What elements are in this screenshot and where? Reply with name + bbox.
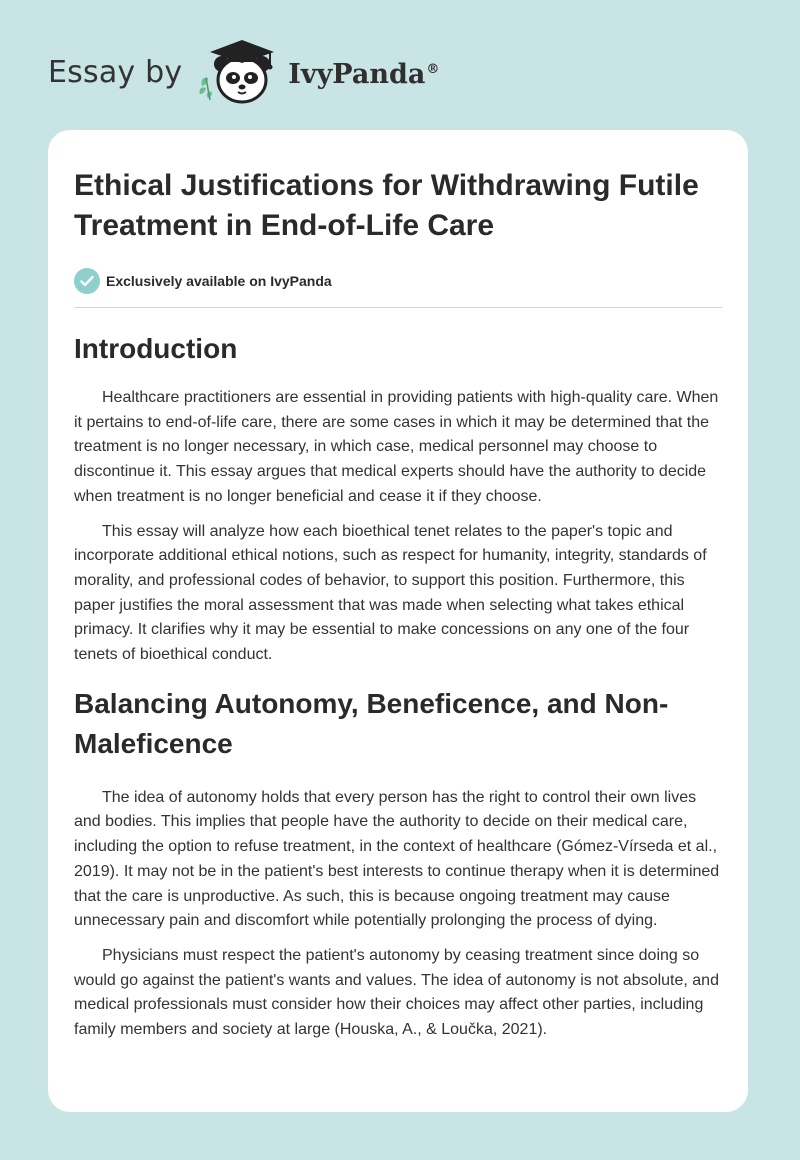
checkmark-icon	[74, 268, 100, 294]
brand-name[interactable]	[288, 59, 439, 90]
essay-by-label: Essay by	[48, 54, 183, 90]
badge-label: Exclusively available on IvyPanda	[106, 273, 332, 289]
registered-mark: ®	[426, 61, 440, 77]
paragraph: Physicians must respect the patient's autonomy by ceasing treatment since doing so would go against the patient's wants and values. The idea of autonomy is not absolute, and medical professionals must consider how their choices may affect other parties, including family members and society at large (Houska, A., & Loučka, 2021).	[74, 946, 719, 1039]
paragraph: The idea of autonomy holds that every person has the right to control their own lives and bodies. This implies that people have the authority to decide on their medical care, including the option to refuse treatment, in the context of healthcare (Gómez-Vírseda et al., 2019). It may not be in the patient's best interests to continue therapy when it is determined that the care is unproductive. As such, this is because ongoing treatment may cause unnecessary pain and discomfort while potentially prolonging the process of dying.	[74, 788, 720, 930]
divider	[74, 307, 722, 308]
section-heading-balancing: Balancing Autonomy, Beneficence, and Non-Maleficence	[74, 687, 669, 759]
site-header	[48, 36, 439, 108]
brand-text: IvyPanda	[288, 58, 426, 90]
essay-card	[48, 130, 748, 1112]
section-heading-introduction: Introduction	[74, 333, 238, 364]
panda-graduate-icon[interactable]	[196, 36, 280, 108]
exclusive-badge	[74, 267, 722, 295]
paragraph: Healthcare practitioners are essential in providing patients with high-quality care. When it pertains to end-of-life care, there are some cases in which it may be determined that the treatment is no longer necessary, in which case, medical personnel may choose to discontinue it. This essay argues that medical experts should have the authority to decide when treatment is no longer beneficial and cease it if they choose.	[74, 389, 719, 505]
essay-title: Ethical Justifications for Withdrawing Futile Treatment in End-of-Life Care	[74, 169, 699, 242]
paragraph: This essay will analyze how each bioethical tenet relates to the paper's topic and incorporate additional ethical notions, such as respect for humanity, integrity, standards of morality, and professional codes of behavior, to support this position. Furthermore, this paper justifies the moral assessment that was made when selecting what takes ethical primacy. It clarifies why it may be essential to make concessions on any one of the four tenets of bioethical conduct.	[74, 522, 707, 664]
